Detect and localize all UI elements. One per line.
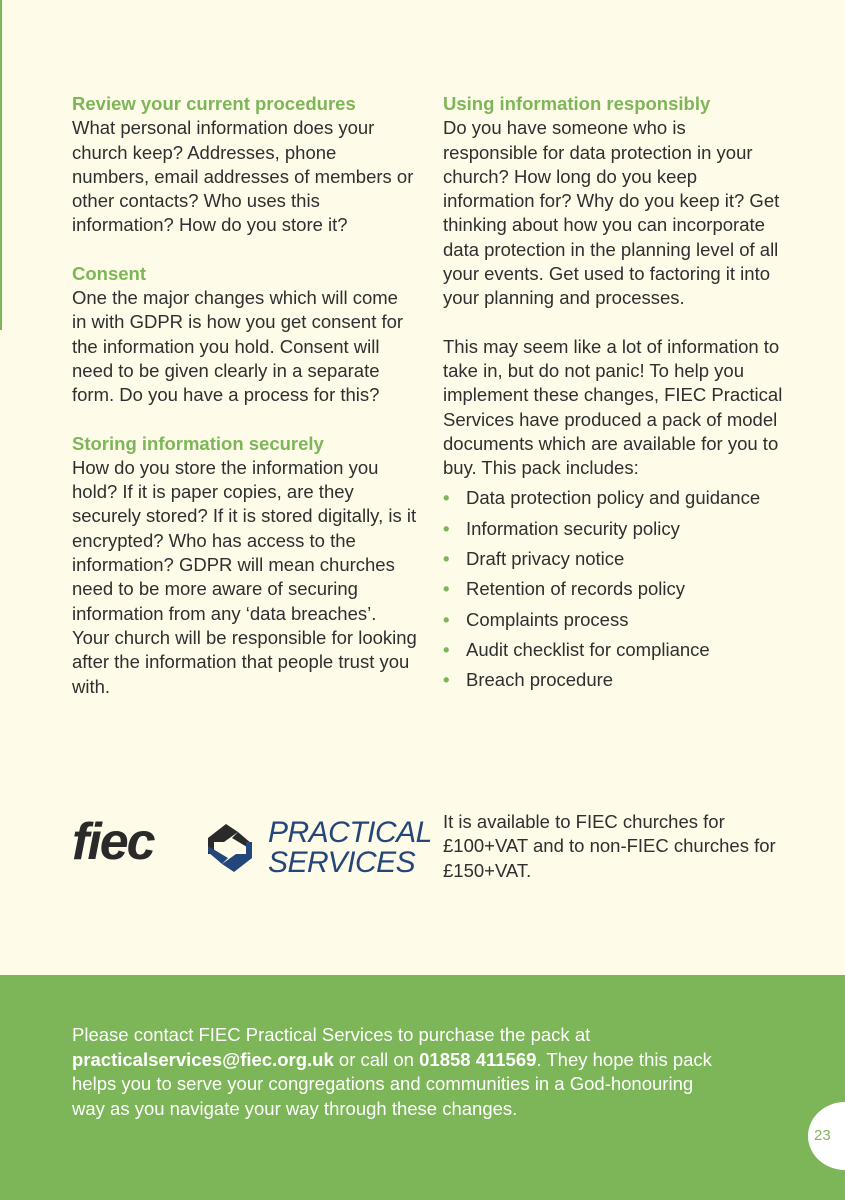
bullet-icon: • — [443, 578, 450, 600]
bullet-icon: • — [443, 608, 450, 630]
list-item — [443, 608, 783, 632]
contact-text — [72, 1023, 712, 1121]
bullet-icon: • — [443, 548, 450, 570]
bullet-icon: • — [443, 487, 450, 509]
section-body: One the major changes which will come in with GDPR is how you get consent for the information you hold. Consent will need to be given clearly in a separate form. Do you have a process for this? — [72, 287, 404, 406]
bullet-icon: • — [443, 638, 450, 660]
list-item-text: Information security policy — [466, 517, 680, 539]
logo-line-practical: PRACTICAL — [268, 816, 432, 849]
list-item-text: Retention of records policy — [466, 578, 686, 600]
contact-banner — [0, 975, 845, 1200]
logo-line-services: SERVICES — [268, 846, 416, 879]
bullet-icon: • — [443, 669, 450, 691]
availability-text: It is available to FIEC churches for £100+VAT and to non-FIEC churches for £150+VAT. — [443, 811, 776, 881]
section-consent — [72, 262, 417, 408]
left-edge-rule — [0, 0, 2, 330]
list-item-text: Data protection policy and guidance — [466, 487, 761, 509]
pack-intro-text: This may seem like a lot of information to take in, but do not panic! To help you implement these changes, FIEC Practical Services have produced a pack of model documents which are available for you to buy. This pack includes: — [443, 335, 783, 479]
list-item — [443, 517, 783, 541]
page-number: 23 — [814, 1127, 831, 1144]
list-item — [443, 668, 783, 692]
list-item-text: Draft privacy notice — [466, 548, 625, 570]
fiec-wordmark: fiec — [72, 813, 154, 871]
section-review-procedures — [72, 92, 417, 238]
left-column — [72, 92, 417, 723]
list-item — [443, 577, 783, 601]
contact-text-part: . They hope this pack helps you to serve your congregations and communities in a God-honouring way as you navigate your way through these changes. — [72, 1048, 712, 1119]
diamond-brackets-icon — [198, 816, 262, 880]
bullet-icon: • — [443, 517, 450, 539]
right-column — [443, 92, 783, 699]
list-item-text: Breach procedure — [466, 669, 614, 691]
section-body: What personal information does your church keep? Addresses, phone numbers, email addresses of members or other contacts? Who uses this information? How do you store it? — [72, 117, 414, 236]
section-using-responsibly — [443, 92, 783, 311]
section-heading: Using information responsibly — [443, 93, 711, 114]
section-heading: Consent — [72, 262, 146, 284]
section-storing-securely — [72, 432, 417, 699]
list-item — [443, 638, 783, 662]
practical-services-text — [268, 818, 432, 878]
contact-email-link[interactable]: practicalservices@fiec.org.uk — [72, 1048, 334, 1070]
section-heading: Review your current procedures — [72, 93, 356, 114]
list-item — [443, 486, 783, 510]
fiec-practical-services-logo — [72, 810, 432, 890]
list-item-text: Complaints process — [466, 608, 629, 630]
contact-phone: 01858 411569 — [419, 1048, 537, 1070]
availability-note — [443, 810, 783, 883]
contact-text-part: or call on — [333, 1048, 420, 1070]
section-pack-intro — [443, 335, 783, 693]
list-item-text: Audit checklist for compliance — [466, 638, 710, 660]
list-item — [443, 547, 783, 571]
contact-text-part: Please contact FIEC Practical Services to purchase the pack at — [72, 1024, 591, 1045]
pack-contents-list — [443, 486, 783, 692]
section-body: Do you have someone who is responsible for data protection in your church? How long do you keep information for? Why do you keep it? Get thinking about how you can incorporate data protection in the planning level of all your events. Get used to factoring it into your planning and processes. — [443, 117, 780, 309]
section-heading: Storing information securely — [72, 432, 324, 454]
section-body: How do you store the information you hold? If it is paper copies, are they securely stored? If it is stored digitally, is it encrypted? Who has access to the information? GDPR will mean churches need to be more aware of securing information from any ‘data breaches’. Your church will be responsible for looking after the information that people trust you with. — [72, 456, 417, 697]
